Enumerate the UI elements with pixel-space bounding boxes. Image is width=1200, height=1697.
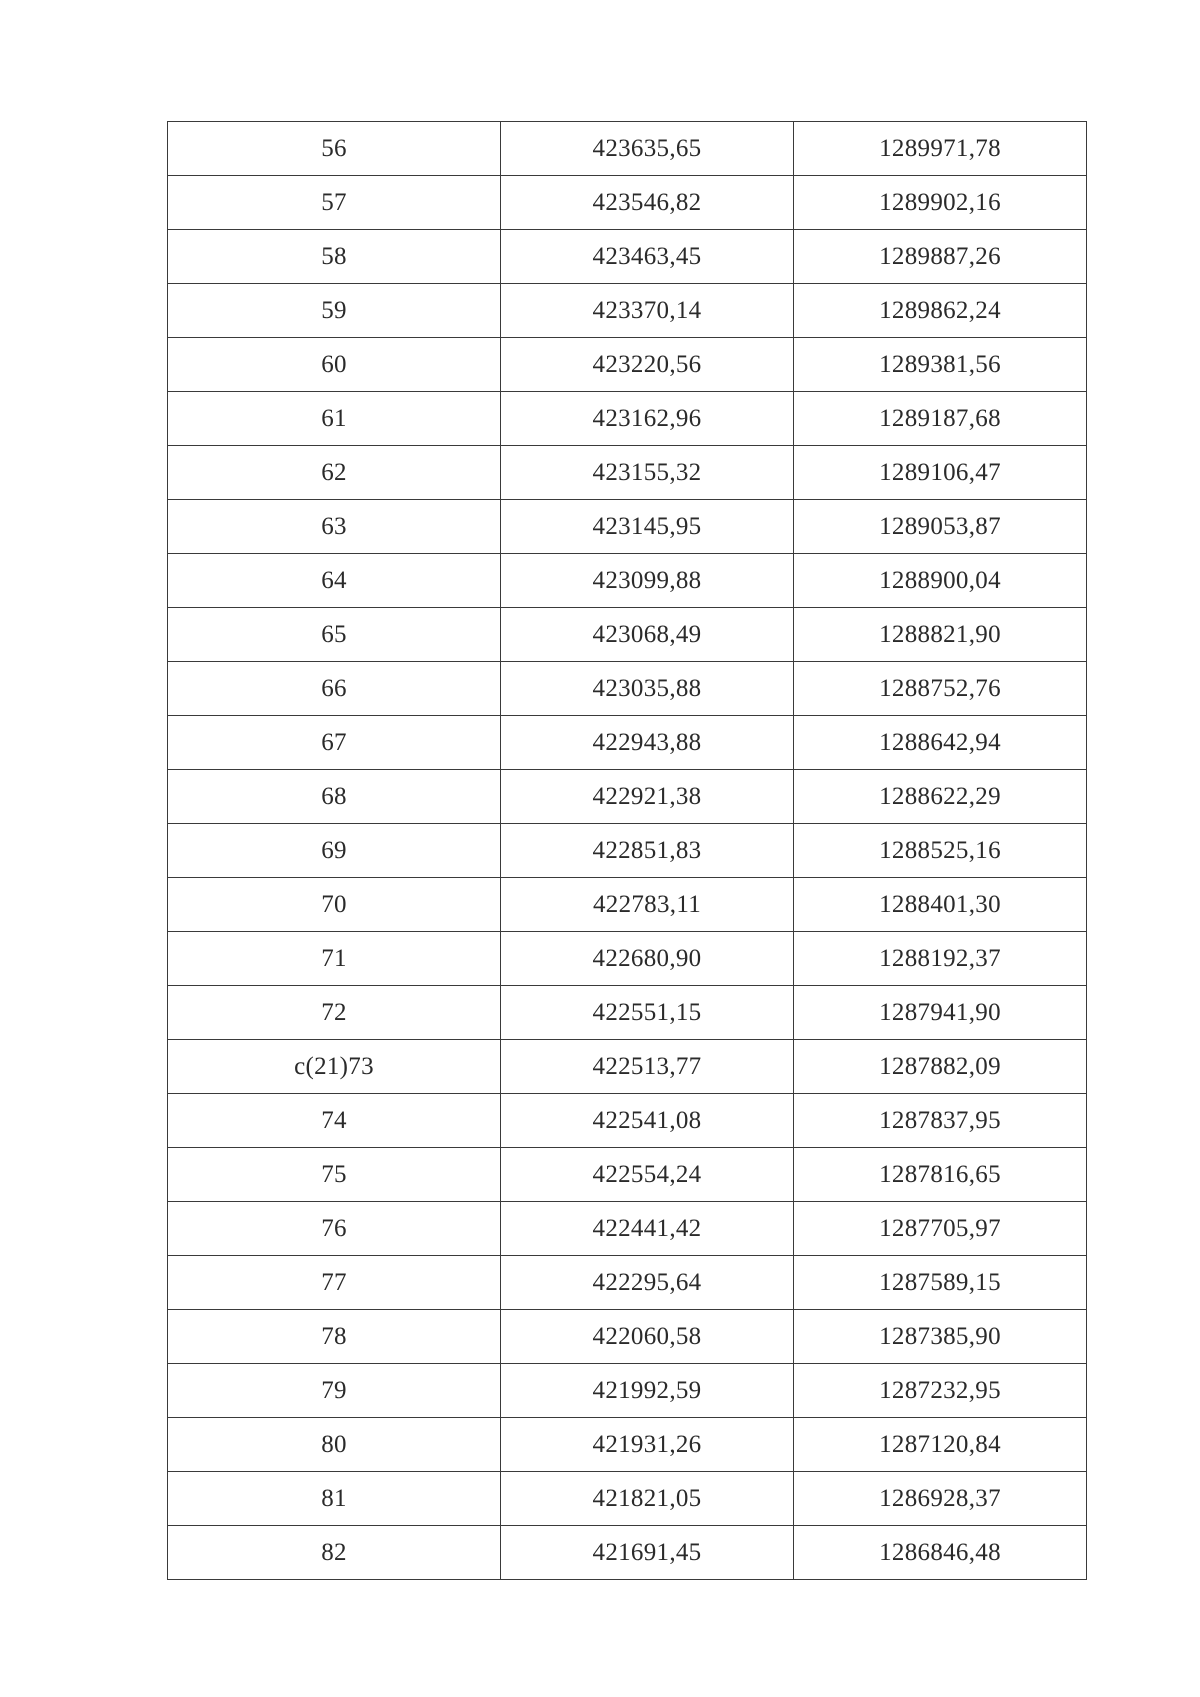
x-coordinate-cell: 423099,88 <box>501 554 794 608</box>
point-number-cell: c(21)73 <box>168 1040 501 1094</box>
y-coordinate-cell: 1288622,29 <box>794 770 1087 824</box>
x-coordinate-cell: 422680,90 <box>501 932 794 986</box>
point-number-cell: 60 <box>168 338 501 392</box>
y-coordinate-cell: 1288525,16 <box>794 824 1087 878</box>
y-coordinate-cell: 1288752,76 <box>794 662 1087 716</box>
table-row <box>168 1256 1087 1310</box>
x-coordinate-cell: 421821,05 <box>501 1472 794 1526</box>
x-coordinate-cell: 423220,56 <box>501 338 794 392</box>
y-coordinate-cell: 1288401,30 <box>794 878 1087 932</box>
point-number-cell: 82 <box>168 1526 501 1580</box>
x-coordinate-cell: 422921,38 <box>501 770 794 824</box>
y-coordinate-cell: 1289887,26 <box>794 230 1087 284</box>
table-row <box>168 1310 1087 1364</box>
table-row <box>168 1418 1087 1472</box>
y-coordinate-cell: 1289971,78 <box>794 122 1087 176</box>
point-number-cell: 81 <box>168 1472 501 1526</box>
table-row <box>168 392 1087 446</box>
x-coordinate-cell: 422551,15 <box>501 986 794 1040</box>
x-coordinate-cell: 423155,32 <box>501 446 794 500</box>
x-coordinate-cell: 422060,58 <box>501 1310 794 1364</box>
y-coordinate-cell: 1286846,48 <box>794 1526 1087 1580</box>
point-number-cell: 59 <box>168 284 501 338</box>
y-coordinate-cell: 1289053,87 <box>794 500 1087 554</box>
point-number-cell: 77 <box>168 1256 501 1310</box>
y-coordinate-cell: 1287816,65 <box>794 1148 1087 1202</box>
table-row <box>168 824 1087 878</box>
x-coordinate-cell: 422513,77 <box>501 1040 794 1094</box>
point-number-cell: 63 <box>168 500 501 554</box>
point-number-cell: 67 <box>168 716 501 770</box>
table-row <box>168 716 1087 770</box>
point-number-cell: 69 <box>168 824 501 878</box>
table-row <box>168 878 1087 932</box>
point-number-cell: 79 <box>168 1364 501 1418</box>
y-coordinate-cell: 1287882,09 <box>794 1040 1087 1094</box>
x-coordinate-cell: 423068,49 <box>501 608 794 662</box>
point-number-cell: 64 <box>168 554 501 608</box>
coordinates-table-body <box>168 122 1087 1580</box>
x-coordinate-cell: 423546,82 <box>501 176 794 230</box>
point-number-cell: 66 <box>168 662 501 716</box>
x-coordinate-cell: 423145,95 <box>501 500 794 554</box>
point-number-cell: 72 <box>168 986 501 1040</box>
y-coordinate-cell: 1289106,47 <box>794 446 1087 500</box>
table-row <box>168 176 1087 230</box>
point-number-cell: 76 <box>168 1202 501 1256</box>
table-row <box>168 1148 1087 1202</box>
x-coordinate-cell: 423635,65 <box>501 122 794 176</box>
table-row <box>168 338 1087 392</box>
x-coordinate-cell: 423370,14 <box>501 284 794 338</box>
table-row <box>168 284 1087 338</box>
table-row <box>168 554 1087 608</box>
y-coordinate-cell: 1287120,84 <box>794 1418 1087 1472</box>
y-coordinate-cell: 1286928,37 <box>794 1472 1087 1526</box>
table-row <box>168 1364 1087 1418</box>
point-number-cell: 58 <box>168 230 501 284</box>
point-number-cell: 57 <box>168 176 501 230</box>
x-coordinate-cell: 421691,45 <box>501 1526 794 1580</box>
table-row <box>168 1202 1087 1256</box>
point-number-cell: 75 <box>168 1148 501 1202</box>
y-coordinate-cell: 1287837,95 <box>794 1094 1087 1148</box>
y-coordinate-cell: 1288821,90 <box>794 608 1087 662</box>
table-row <box>168 986 1087 1040</box>
y-coordinate-cell: 1288192,37 <box>794 932 1087 986</box>
table-row <box>168 500 1087 554</box>
x-coordinate-cell: 422541,08 <box>501 1094 794 1148</box>
y-coordinate-cell: 1287232,95 <box>794 1364 1087 1418</box>
y-coordinate-cell: 1287941,90 <box>794 986 1087 1040</box>
point-number-cell: 62 <box>168 446 501 500</box>
x-coordinate-cell: 421992,59 <box>501 1364 794 1418</box>
x-coordinate-cell: 422783,11 <box>501 878 794 932</box>
y-coordinate-cell: 1287705,97 <box>794 1202 1087 1256</box>
x-coordinate-cell: 422943,88 <box>501 716 794 770</box>
x-coordinate-cell: 422441,42 <box>501 1202 794 1256</box>
table-row <box>168 122 1087 176</box>
point-number-cell: 78 <box>168 1310 501 1364</box>
x-coordinate-cell: 423463,45 <box>501 230 794 284</box>
table-row <box>168 932 1087 986</box>
table-row <box>168 1094 1087 1148</box>
point-number-cell: 71 <box>168 932 501 986</box>
x-coordinate-cell: 422851,83 <box>501 824 794 878</box>
point-number-cell: 61 <box>168 392 501 446</box>
y-coordinate-cell: 1288900,04 <box>794 554 1087 608</box>
table-row <box>168 1526 1087 1580</box>
table-row <box>168 230 1087 284</box>
table-row <box>168 1472 1087 1526</box>
table-row <box>168 662 1087 716</box>
table-row <box>168 770 1087 824</box>
coordinates-table <box>167 121 1087 1580</box>
y-coordinate-cell: 1289902,16 <box>794 176 1087 230</box>
y-coordinate-cell: 1287589,15 <box>794 1256 1087 1310</box>
table-row <box>168 608 1087 662</box>
x-coordinate-cell: 421931,26 <box>501 1418 794 1472</box>
table-row <box>168 446 1087 500</box>
point-number-cell: 56 <box>168 122 501 176</box>
point-number-cell: 65 <box>168 608 501 662</box>
y-coordinate-cell: 1289381,56 <box>794 338 1087 392</box>
point-number-cell: 70 <box>168 878 501 932</box>
point-number-cell: 74 <box>168 1094 501 1148</box>
point-number-cell: 80 <box>168 1418 501 1472</box>
x-coordinate-cell: 423035,88 <box>501 662 794 716</box>
x-coordinate-cell: 422295,64 <box>501 1256 794 1310</box>
y-coordinate-cell: 1289187,68 <box>794 392 1087 446</box>
y-coordinate-cell: 1288642,94 <box>794 716 1087 770</box>
y-coordinate-cell: 1289862,24 <box>794 284 1087 338</box>
point-number-cell: 68 <box>168 770 501 824</box>
table-row <box>168 1040 1087 1094</box>
x-coordinate-cell: 423162,96 <box>501 392 794 446</box>
y-coordinate-cell: 1287385,90 <box>794 1310 1087 1364</box>
x-coordinate-cell: 422554,24 <box>501 1148 794 1202</box>
